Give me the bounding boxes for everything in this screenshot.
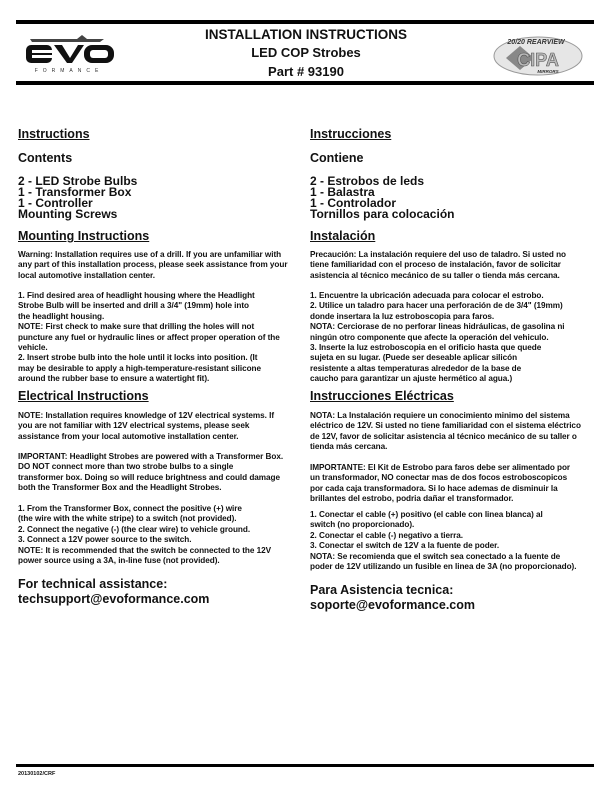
instrucciones-heading: Instrucciones: [310, 127, 392, 141]
technical-assistance: For technical assistance: techsupport@evoformance.com: [18, 577, 210, 606]
document-title: INSTALLATION INSTRUCTIONS: [205, 27, 407, 42]
footer-rule: [16, 764, 594, 767]
contiene-list: 2 - Estrobos de leds 1 - Balastra 1 - Controlador Tornillos para colocación: [310, 174, 455, 221]
instalacion-steps: 1. Encuentre la ubricación adecuada para colocar el estrobo. 2. Utilice un taladro para hacer una perforación de de 3/4" (19mm) donde insertara la luz estroboscopia para faros. NOTA: Cerciorase de no perforar lineas hidráulicas, de gasolina ni ningún otro componente que afecte la operación del vehiculo. 3. Inserte la luz estroboscopia en el orificio hasta que quede sujeta en su lugar. (Puede ser deseable aplicar silicón resistente a altas temperaturas alrededor de la base de caucho para garantizar un ajuste hermético al agua.): [310, 291, 565, 384]
svg-text:FORMANCE: FORMANCE: [34, 68, 104, 74]
electricas-heading: Instrucciones Eléctricas: [310, 389, 454, 403]
electrical-important: IMPORTANT: Headlight Strobes are powered with a Transformer Box. DO NOT connect more than two strobe bulbs to a single transformer box. Doing so will reduce brightness and could damage both the Transformer Box and the Headlight Strobes.: [18, 452, 284, 493]
electricas-steps: 1. Conectar el cable (+) positivo (el cable con linea blanca) al switch (no proporcionado). 2. Conectar el cable (-) negativo a tierra. 3. Conectar el switch de 12V a la fuente de poder. NOTA: Se recomienda que el switch sea conectado a la fuente de poder de 12V utilizando un fusible en linea de 3A (no proporcionado).: [310, 510, 577, 572]
contents-heading: Contents: [18, 151, 73, 165]
electricas-note: NOTA: La Instalación requiere un conocimiento minimo del sistema eléctrico de 12V. Si usted no tiene familiaridad con el sistema eléctrico de 12V, favor de solicitar asistencia al técnico mecánico de su taller o tienda más cercana.: [310, 411, 581, 452]
electrical-steps: 1. From the Transformer Box, connect the positive (+) wire (the wire with the white stripe) to a switch (not provided). 2. Connect the negative (-) (the clear wire) to vehicle ground. 3. Connect a 12V power source to the switch. NOTE: It is recommended that the switch be connected to the 12V power source using a 3A, in-line fuse (not provided).: [18, 504, 271, 566]
header-bottom-rule: [16, 81, 594, 85]
instructions-heading: Instructions: [18, 127, 90, 141]
part-number: Part # 93190: [268, 64, 344, 79]
instalacion-heading: Instalación: [310, 229, 376, 243]
contiene-heading: Contiene: [310, 151, 364, 165]
footer-code: 20130102/CRF: [18, 771, 56, 777]
contents-list: 2 - LED Strobe Bulbs 1 - Transformer Box 1 - Controller Mounting Screws: [18, 174, 138, 221]
cipa-logo: [488, 30, 584, 76]
electricas-importante: IMPORTANTE: El Kit de Estrobo para faros debe ser alimentado por un transformador, NO conectar mas de dos focos estroboscopicos por cada caja transformadora. Si lo hace ademas de disminuir la brillantes del estrobo, podria dañar el transformador.: [310, 463, 571, 504]
electrical-heading: Electrical Instructions: [18, 389, 149, 403]
product-name: LED COP Strobes: [251, 45, 361, 60]
electrical-note: NOTE: Installation requires knowledge of 12V electrical systems. If you are not familiar with 12V electrical systems, please seek assistance from your local automotive installation center.: [18, 411, 275, 441]
instalacion-warning: Precaución: La instalación requiere del uso de taladro. Si usted no tiene familiaridad con el proceso de instalación, favor de solicitar asistencia al técnico mecánico de su taller o tienda más cercana.: [310, 250, 566, 280]
svg-text:MIRRORS: MIRRORS: [537, 69, 559, 74]
asistencia-tecnica: Para Asistencia tecnica: soporte@evoformance.com: [310, 583, 476, 612]
mounting-heading: Mounting Instructions: [18, 229, 150, 243]
mounting-warning: Warning: Installation requires use of a drill. If you are unfamiliar with any part of this installation process, please seek assistance from your local automotive installation center.: [18, 250, 288, 280]
svg-text:20/20 REARVIEW: 20/20 REARVIEW: [507, 39, 565, 46]
svg-text:CIPA: CIPA: [517, 50, 559, 70]
mounting-steps: 1. Find desired area of headlight housing where the Headlight Strobe Bulb will be inserted and drill a 3/4" (19mm) hole into the headlight housing. NOTE: First check to make sure that drilling the holes will not puncture any fuel or hydraulic lines or affect proper operation of the vehicle. 2. Insert strobe bulb into the hole until it locks into position. (It may be desirable to apply a high-temperature-resistant silicone around the rubber base to ensure a watertight fit).: [18, 291, 280, 384]
header-top-rule: [16, 20, 594, 24]
evo-logo: [22, 34, 116, 74]
